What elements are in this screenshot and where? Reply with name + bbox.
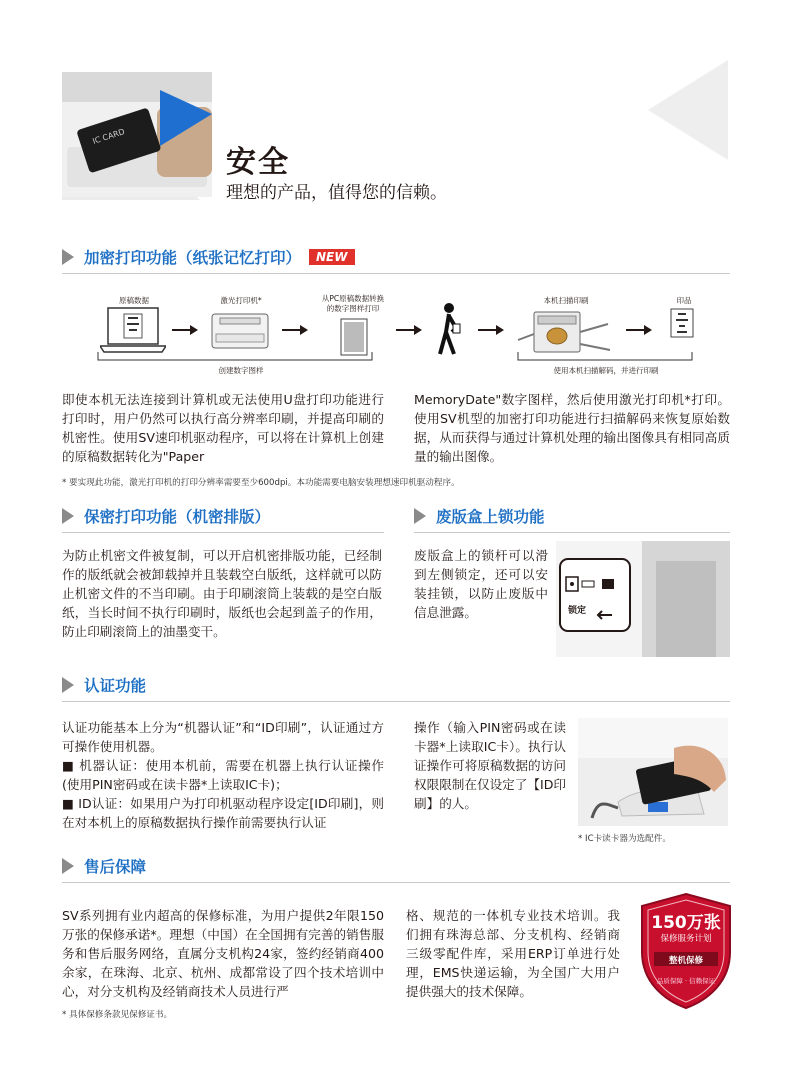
flow-arrow <box>396 329 420 331</box>
divider <box>414 532 730 533</box>
blue-triangle-icon <box>160 90 212 146</box>
triangle-bullet-icon <box>62 858 74 874</box>
new-badge: NEW <box>309 249 354 265</box>
section-heading-encrypt: 加密打印功能（纸张记忆打印） NEW <box>62 246 355 268</box>
service-note: * 具体保修条款见保修证书。 <box>62 1010 173 1020</box>
flow-arrow <box>282 329 306 331</box>
person-walking-icon <box>436 302 462 356</box>
divider <box>62 701 730 702</box>
lock-body: 废版盒上的锁杆可以滑到左侧锁定，还可以安装挂锁，以防止废版中信息泄露。 <box>414 548 548 620</box>
flow-step-scan-print: 本机扫描印刷 <box>543 296 589 305</box>
triangle-bullet-icon <box>62 677 74 693</box>
section-heading-lock: 废版盒上锁功能 <box>414 505 545 527</box>
badge-bottom: 品质保障 · 信赖保证 <box>656 977 716 985</box>
encrypt-note: * 要实现此功能，激光打印机的打印分辨率需要至少600dpi。本功能需要电脑安装理想速印机驱动程序。 <box>62 478 460 488</box>
section-heading-confidential: 保密打印功能（机密排版） <box>62 505 270 527</box>
triangle-bullet-icon <box>62 249 74 265</box>
badge-small: 保修服务计划 <box>660 934 712 944</box>
service-body-right: 格、规范的一体机专业技术培训。我们拥有珠海总部、分支机构、经销商三级零配件库，采用ERP订单进行处理，EMS快递运输，为全国广大用户提供强大的技术保障。 <box>406 908 620 999</box>
badge-big: 150万张 <box>651 913 721 933</box>
bracket-label-scan: 使用本机扫描解码，并进行印刷 <box>553 366 659 375</box>
flow-step-original: 原稿数据 <box>119 296 149 305</box>
flow-step-digital-pattern: 从PC原稿数据转换 的数字图样打印 <box>321 294 385 313</box>
confidential-body: 为防止机密文件被复制，可以开启机密排版功能，已经制作的版纸就会被卸载掉并且装载空白版纸，这样就可以防止机密文件的不当印刷。由于印刷滚筒上装载的是空白版纸，当长时间不执行印刷时，版纸也会起到盖子的作用，防止印刷滚筒上的油墨变干。 <box>62 548 382 639</box>
warranty-badge <box>638 892 734 1010</box>
digital-pattern-icon <box>340 318 368 356</box>
ic-card-text: IC CARD <box>91 127 126 146</box>
auth-body-left: 认证功能基本上分为“机器认证”和“ID印刷”，认证通过方可操作使用机器。 ■ 机器认证：使用本机前，需要在机器上执行认证操作(使用PIN密码或在读卡器*上读取IC卡)； ■ ID认证：如果用户为打印机驱动程序设定[ID印刷]，则在对本机上的原稿数据执行操作前需要执行认证 <box>62 720 384 830</box>
flow-arrow <box>172 329 196 331</box>
bracket-label-create: 创建数字图样 <box>218 366 264 375</box>
flow-arrow <box>478 329 502 331</box>
flow-arrow <box>626 329 650 331</box>
section-heading-service: 售后保障 <box>62 855 146 877</box>
badge-ribbon: 整机保修 <box>668 956 703 966</box>
auth-note: * IC卡读卡器为选配件。 <box>578 834 671 844</box>
page-title: 安全 <box>226 145 290 180</box>
encrypt-body-right: MemoryDate"数字图样，然后使用激光打印机*打印。使用SV机型的加密打印功能进行扫描解码来恢复原始数据，从而获得与通过计算机处理的输出图像具有相同高质量的输出图像。 <box>414 392 730 464</box>
divider <box>62 882 730 883</box>
service-body-left: SV系列拥有业内超高的保修标准，为用户提供2年限150万张的保修承诺*。理想（中国）在全国拥有完善的销售服务和售后服务网络，直属分支机构24家，签约经销商400余家，在珠海、北京、杭州、成都常设了四个技术培训中心，对分支机构及经销商技术人员进行严 <box>62 908 384 999</box>
lock-label: 锁定 <box>568 606 587 616</box>
section-heading-auth: 认证功能 <box>62 674 146 696</box>
triangle-bullet-icon <box>414 508 426 524</box>
printed-output-icon <box>670 308 694 338</box>
page-subtitle: 理想的产品，值得您的信赖。 <box>226 183 447 203</box>
flow-step-laser-printer: 激光打印机* <box>220 296 262 305</box>
divider <box>62 273 730 274</box>
encrypt-flow-diagram <box>96 292 736 382</box>
encrypt-body-left: 即使本机无法连接到计算机或无法使用U盘打印功能进行打印时，用户仍然可以执行高分辨率印刷，并提高印刷的机密性。使用SV速印机驱动程序，可以将在计算机上创建的原稿数据转化为"Paper <box>62 392 384 464</box>
scan-printer-icon <box>516 306 616 356</box>
card-reader-photo <box>578 718 728 826</box>
triangle-bullet-icon <box>62 508 74 524</box>
laser-printer-icon <box>210 308 270 352</box>
flow-step-output: 印品 <box>676 296 692 305</box>
auth-body-mid: 操作（输入PIN密码或在读卡器*上读取IC卡）。执行认证操作可将原稿数据的访问权限限制在仅设定了【ID印刷】的人。 <box>414 720 566 811</box>
lock-photo <box>556 541 730 657</box>
divider <box>62 532 384 533</box>
laptop-icon <box>100 306 166 354</box>
